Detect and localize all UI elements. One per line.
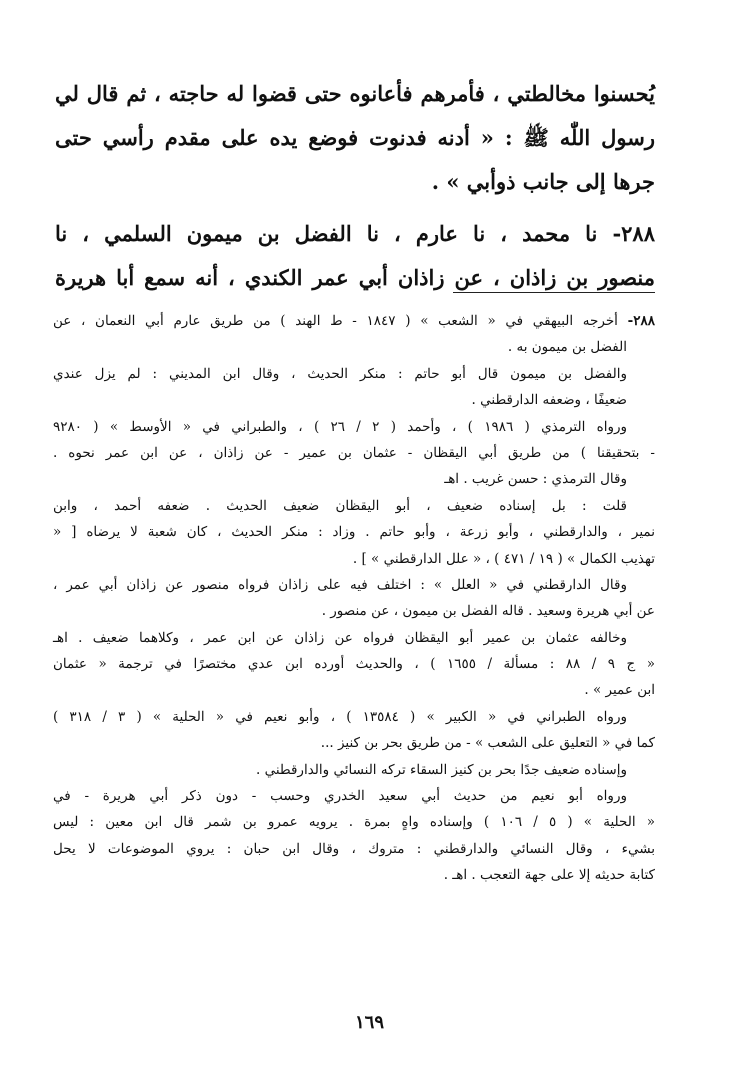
footnote-line: ورواه الترمذي ( ١٩٨٦ ) ، وأحمد ( ٢ / ٢٦ ) ، والطبراني في « الأوسط » ( ٩٢٨٠ xyxy=(53,418,627,435)
footnote-line: وقال الترمذي : حسن غريب . اهـ xyxy=(444,471,627,488)
footnote-line: كما في « التعليق على الشعب » - من طريق بحر بن كنيز ... xyxy=(320,735,655,752)
footnote-line: « ج ٩ / ٨٨ : مسألة / ١٦٥٥ ) ، والحديث أورده ابن عدي مختصرًا في ترجمة « عثمان xyxy=(53,656,655,673)
footnote-line: قلت : بل إسناده ضعيف ، أبو اليقظان ضعيف الحديث . ضعفه أحمد ، وابن xyxy=(53,497,627,514)
main-text-line: رسول اللّٰه ﷺ : « أدنه فدنوت فوضع يده على مقدم رأسي حتى xyxy=(55,125,655,150)
footnote-divider xyxy=(453,292,655,293)
page-number: ١٦٩ xyxy=(354,1012,384,1033)
hadith-line: منصور بن زاذان ، عن زاذان أبي عمر الكندي ، أنه سمع أبا هريرة xyxy=(55,265,655,290)
footnote-line: وإسناده ضعيف جدًا بحر بن كنيز السقاء تركه النسائي والدارقطني . xyxy=(255,761,627,778)
footnote-number: ٢٨٨- xyxy=(627,313,655,329)
hadith-number: ٢٨٨- xyxy=(612,221,655,246)
footnote-line: كتابة حديثه إلا على جهة التعجب . اهـ . xyxy=(443,867,655,884)
footnote-line: ابن عمير » . xyxy=(584,682,655,699)
footnote-line: والفضل بن ميمون قال أبو حاتم : منكر الحديث ، وقال ابن المديني : لم يزل عندي xyxy=(53,365,627,382)
footnotes xyxy=(53,308,655,889)
footnote-line: تهذيب الكمال » ( ١٩ / ٤٧١ ) ، « علل الدارقطني » ] . xyxy=(352,550,655,567)
footnote-line: ضعيفًا ، وضعفه الدارقطني . xyxy=(471,392,627,409)
footnote-line: وخالفه عثمان بن عمير أبو اليقظان فرواه عن زاذان عن ابن عمر ، وكلاهما ضعيف . اهـ xyxy=(53,629,627,646)
main-text-line: جرها إلى جانب ذوأبي » . xyxy=(431,169,655,194)
footnote-line: وقال الدارقطني في « العلل » : اختلف فيه على زاذان فرواه منصور عن زاذان أبي عمر ، xyxy=(53,576,627,593)
main-text xyxy=(55,72,655,300)
footnote-line: ورواه أبو نعيم من حديث أبي سعيد الخدري وحسب - دون ذكر أبي هريرة - في xyxy=(53,788,627,805)
footnote-line: بشيء ، وقال النسائي والدارقطني : متروك ، وقال ابن حبان : يروي الموضوعات لا يحل xyxy=(53,840,655,857)
footnote-line: « الحلية » ( ٥ / ١٠٦ ) وإسناده واهٍ بمرة . يرويه عمرو بن شمر قال ابن معين : ليس xyxy=(53,814,655,831)
footnote-line: عن أبي هريرة وسعيد . قاله الفضل بن ميمون ، عن منصور . xyxy=(321,603,655,620)
footnote-line xyxy=(53,308,655,334)
footnote-text: أخرجه البيهقي في « الشعب » ( ١٨٤٧ - ط الهند ) من طريق عارم أبي النعمان ، عن xyxy=(53,313,628,329)
footnote-line: الفضل بن ميمون به . xyxy=(507,339,627,356)
footnote-line: - بتحقيقنا ) من طريق أبي اليقظان - عثمان بن عمير - عن زاذان ، عن ابن عمر نحوه . xyxy=(53,444,655,461)
hadith-text: نا محمد ، نا عارم ، نا الفضل بن ميمون السلمي ، نا xyxy=(55,221,613,246)
footnote-line: ورواه الطبراني في « الكبير » ( ١٣٥٨٤ ) ، وأبو نعيم في « الحلية » ( ٣ / ٣١٨ ) xyxy=(53,708,627,725)
main-text-line: يُحسنوا مخالطتي ، فأمرهم فأعانوه حتى قضوا له حاجته ، ثم قال لي xyxy=(55,81,655,106)
footnote-line: نمير ، والدارقطني ، وأبو زرعة ، وأبو حاتم . وزاد : منكر الحديث ، كان شعبة لا يرضاه [ « xyxy=(53,524,655,541)
hadith-line xyxy=(55,212,655,256)
